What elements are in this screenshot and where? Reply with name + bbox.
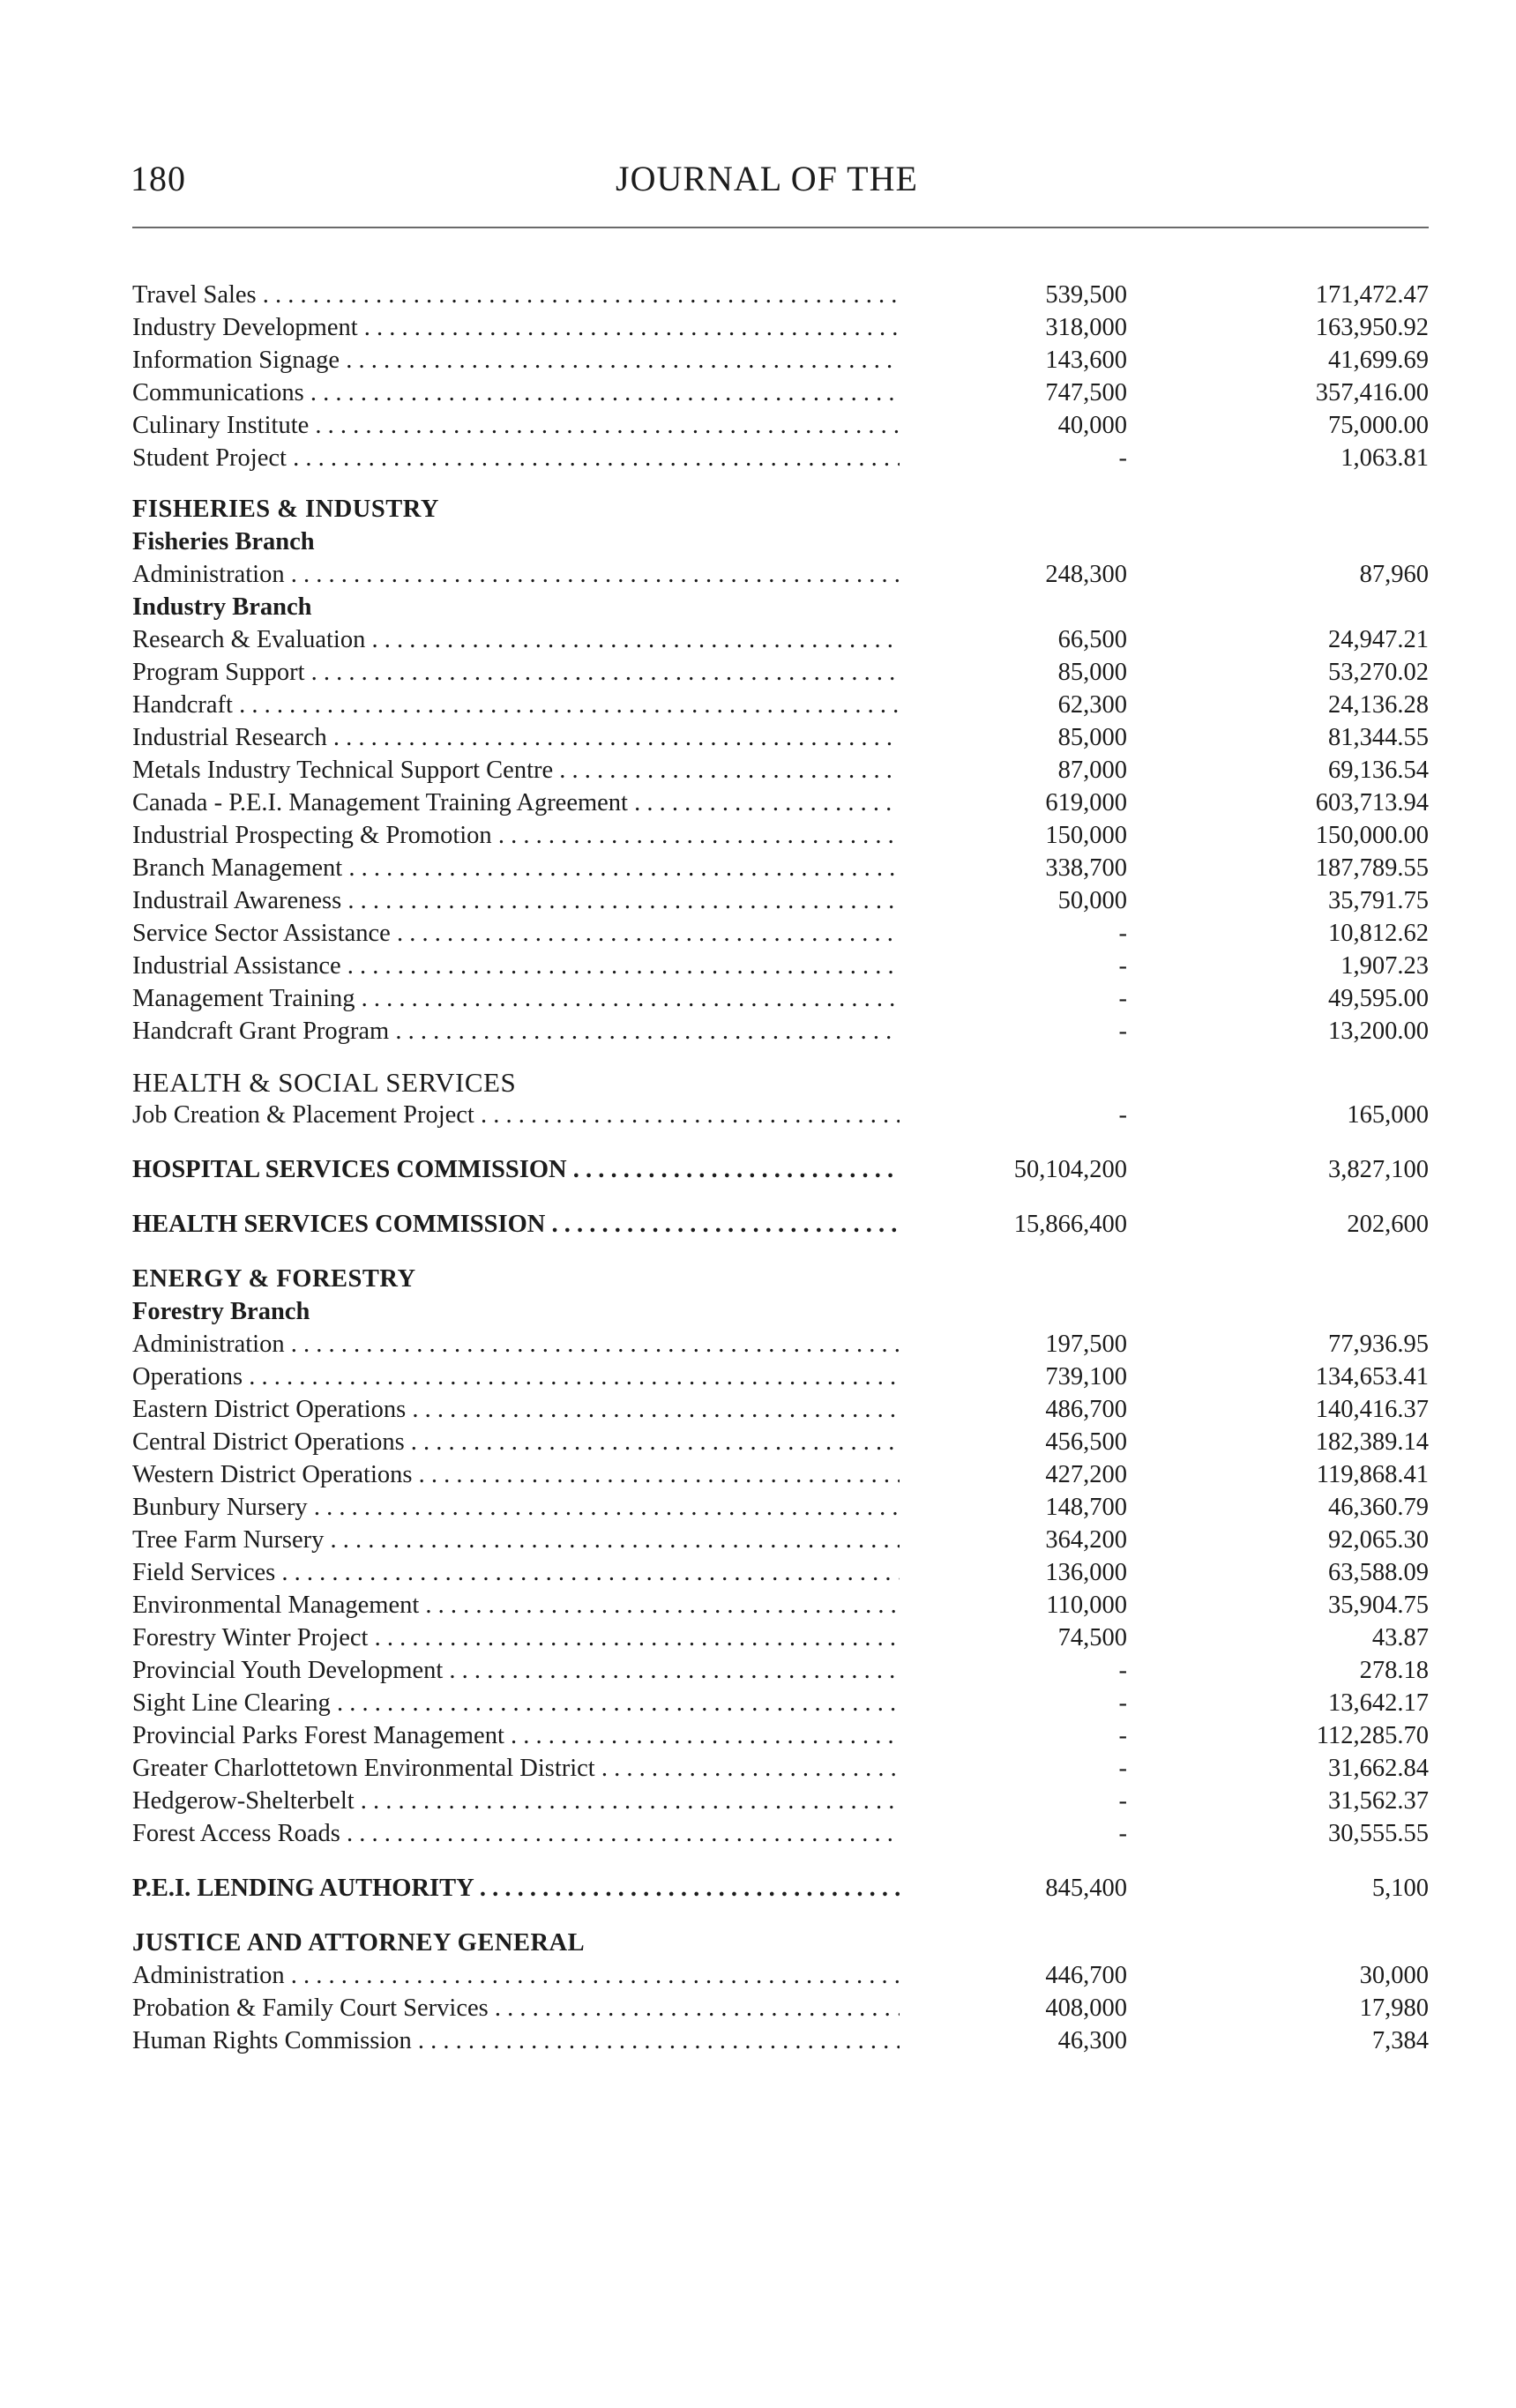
table-row (132, 950, 1429, 982)
table-row (132, 2024, 1429, 2057)
line-item-description: Forestry Winter Project . . . (132, 1621, 900, 1654)
amount-estimate: - (1118, 985, 1127, 1012)
line-item-description: Service Sector Assistance . . . (132, 917, 900, 950)
branch-title: Forestry Branch (132, 1298, 310, 1325)
branch-heading (132, 526, 1429, 558)
amount-estimate: - (1118, 1018, 1127, 1045)
amount-expended: 69,136.54 (1328, 757, 1429, 784)
amount-expended: 357,416.00 (1315, 379, 1429, 406)
amount-expended: 150,000.00 (1315, 822, 1429, 849)
amount-estimate: 150,000 (1045, 822, 1127, 849)
amount-expended: 35,904.75 (1328, 1592, 1429, 1619)
table-row (132, 884, 1429, 917)
line-item-description: Environmental Management . . . (132, 1589, 900, 1621)
amount-estimate: 486,700 (1045, 1396, 1127, 1423)
amount-expended: 31,562.37 (1328, 1787, 1429, 1815)
table-row (132, 1959, 1429, 1992)
amount-estimate: 248,300 (1045, 561, 1127, 588)
amount-expended: 35,791.75 (1328, 887, 1429, 914)
line-item-description: Management Training . . . (132, 982, 900, 1015)
header-rule (132, 227, 1429, 228)
amount-expended: 46,360.79 (1328, 1494, 1429, 1521)
line-item-description: Program Support . . . (132, 656, 900, 689)
amount-expended: 119,868.41 (1316, 1461, 1429, 1488)
running-title: JOURNAL OF THE (616, 159, 918, 198)
agency-total-row (132, 1153, 1429, 1186)
table-row (132, 819, 1429, 852)
spacer (132, 1047, 1429, 1066)
amount-estimate: 318,000 (1045, 314, 1127, 341)
table-row (132, 442, 1429, 474)
amount-estimate: - (1118, 1689, 1127, 1717)
amount-estimate: 74,500 (1057, 1624, 1127, 1651)
line-item-description: Information Signage . . . (132, 344, 900, 376)
line-item-description: Industry Development . . . (132, 311, 900, 344)
line-item-description: Metals Industry Technical Support Centre . . . (132, 754, 900, 787)
amount-estimate: - (1118, 1657, 1127, 1684)
amount-expended: 31,662.84 (1328, 1755, 1429, 1782)
table-row (132, 917, 1429, 950)
amount-estimate: - (1118, 1722, 1127, 1749)
amount-expended: 603,713.94 (1315, 789, 1429, 816)
table-row (132, 1817, 1429, 1850)
amount-estimate: 46,300 (1057, 2027, 1127, 2054)
line-item-description: Provincial Parks Forest Management . . . (132, 1719, 900, 1752)
table-row (132, 1426, 1429, 1458)
amount-expended: 163,950.92 (1315, 314, 1429, 341)
table-row (132, 1015, 1429, 1047)
amount-expended: 77,936.95 (1328, 1331, 1429, 1358)
table-row (132, 279, 1429, 311)
amount-expended: 92,065.30 (1328, 1526, 1429, 1554)
amount-expended: 41,699.69 (1328, 347, 1429, 374)
line-item-description: Greater Charlottetown Environmental District . . . (132, 1752, 900, 1785)
amount-estimate: 66,500 (1057, 626, 1127, 653)
amount-estimate: - (1118, 1755, 1127, 1782)
amount-expended: 165,000 (1347, 1101, 1429, 1129)
section-title: ENERGY & FORESTRY (132, 1265, 416, 1293)
table-row (132, 409, 1429, 442)
table-row (132, 721, 1429, 754)
spacer (132, 474, 1429, 493)
amount-estimate: - (1118, 952, 1127, 980)
amount-expended: 53,270.02 (1328, 659, 1429, 686)
line-item-description: Administration . . . (132, 1328, 900, 1361)
amount-expended: 10,812.62 (1328, 920, 1429, 947)
amount-expended: 75,000.00 (1328, 412, 1429, 439)
page-number: 180 (131, 159, 186, 198)
amount-estimate: 50,000 (1057, 887, 1127, 914)
amount-estimate: 85,000 (1057, 659, 1127, 686)
section-heading (132, 1066, 1429, 1099)
amount-expended: 1,063.81 (1341, 444, 1429, 472)
line-item-description: Human Rights Commission . . . (132, 2024, 900, 2057)
line-item-description: Administration . . . (132, 558, 900, 591)
section-heading (132, 1263, 1429, 1295)
line-item-description: Handcraft Grant Program . . . (132, 1015, 900, 1047)
table-row (132, 1328, 1429, 1361)
amount-estimate: 747,500 (1045, 379, 1127, 406)
amount-expended: 13,642.17 (1328, 1689, 1429, 1717)
amount-expended: 5,100 (1371, 1875, 1429, 1902)
amount-expended: 1,907.23 (1341, 952, 1429, 980)
line-item-description: Handcraft . . . (132, 689, 900, 721)
table-row (132, 1556, 1429, 1589)
table-row (132, 1458, 1429, 1491)
agency-total-row (132, 1208, 1429, 1241)
table-row (132, 623, 1429, 656)
branch-heading (132, 591, 1429, 623)
agency-total-row (132, 1872, 1429, 1905)
spacer (132, 1131, 1429, 1153)
amount-estimate: - (1118, 1787, 1127, 1815)
table-row (132, 1992, 1429, 2024)
amount-estimate: 40,000 (1057, 412, 1127, 439)
table-row (132, 1654, 1429, 1687)
table-row (132, 1524, 1429, 1556)
amount-estimate: 110,000 (1046, 1592, 1127, 1619)
amount-expended: 43.87 (1371, 1624, 1429, 1651)
line-item-description: Provincial Youth Development . . . (132, 1654, 900, 1687)
section-title: JUSTICE AND ATTORNEY GENERAL (132, 1929, 586, 1957)
table-row (132, 376, 1429, 409)
amount-expended: 24,136.28 (1328, 691, 1429, 719)
amount-estimate: 197,500 (1045, 1331, 1127, 1358)
line-item-description: Probation & Family Court Services . . . (132, 1992, 900, 2024)
table-row (132, 852, 1429, 884)
spacer (132, 1186, 1429, 1208)
page-header (131, 157, 1425, 201)
amount-expended: 140,416.37 (1315, 1396, 1429, 1423)
amount-expended: 87,960 (1359, 561, 1429, 588)
line-item-description: Research & Evaluation . . . (132, 623, 900, 656)
amount-expended: 13,200.00 (1328, 1018, 1429, 1045)
amount-estimate: 427,200 (1045, 1461, 1127, 1488)
section-title: HEALTH & SOCIAL SERVICES (132, 1067, 517, 1098)
amount-expended: 49,595.00 (1328, 985, 1429, 1012)
line-item-description: Field Services . . . (132, 1556, 900, 1589)
amount-expended: 278.18 (1359, 1657, 1429, 1684)
amount-estimate: 85,000 (1057, 724, 1127, 751)
section-heading (132, 493, 1429, 526)
amount-estimate: - (1118, 1820, 1127, 1847)
amount-expended: 112,285.70 (1316, 1722, 1429, 1749)
amount-estimate: 456,500 (1045, 1428, 1127, 1456)
amount-estimate: - (1118, 1101, 1127, 1129)
line-item-description: Bunbury Nursery . . . (132, 1491, 900, 1524)
amount-estimate: 539,500 (1045, 281, 1127, 309)
amount-estimate: 50,104,200 (1013, 1156, 1127, 1183)
line-item-description: Communications . . . (132, 376, 900, 409)
table-row (132, 1491, 1429, 1524)
amount-estimate: 408,000 (1045, 1994, 1127, 2022)
amount-estimate: - (1118, 444, 1127, 472)
spacer (132, 1850, 1429, 1872)
line-item-description: Eastern District Operations . . . (132, 1393, 900, 1426)
amount-estimate: 136,000 (1045, 1559, 1127, 1586)
table-row (132, 787, 1429, 819)
amount-estimate: 62,300 (1057, 691, 1127, 719)
table-row (132, 344, 1429, 376)
line-item-description: Western District Operations . . . (132, 1458, 900, 1491)
line-item-description: P.E.I. LENDING AUTHORITY . . . (132, 1872, 900, 1905)
line-item-description: Industrial Research . . . (132, 721, 900, 754)
amount-expended: 63,588.09 (1328, 1559, 1429, 1586)
table-row (132, 1785, 1429, 1817)
amount-estimate: 739,100 (1045, 1363, 1127, 1390)
line-item-description: Travel Sales . . . (132, 279, 900, 311)
amount-estimate: 845,400 (1045, 1875, 1127, 1902)
amount-estimate: 143,600 (1045, 347, 1127, 374)
amount-expended: 81,344.55 (1328, 724, 1429, 751)
table-row (132, 1589, 1429, 1621)
amount-expended: 187,789.55 (1315, 854, 1429, 882)
line-item-description: Canada - P.E.I. Management Training Agreement . . . (132, 787, 900, 819)
amount-estimate: 446,700 (1045, 1962, 1127, 1989)
branch-title: Industry Branch (132, 593, 312, 621)
spacer (132, 1905, 1429, 1927)
amount-estimate: 87,000 (1057, 757, 1127, 784)
table-row (132, 754, 1429, 787)
table-row (132, 656, 1429, 689)
line-item-description: Culinary Institute . . . (132, 409, 900, 442)
table-row (132, 1719, 1429, 1752)
table-row (132, 1361, 1429, 1393)
table-row (132, 1621, 1429, 1654)
line-item-description: Job Creation & Placement Project . . . (132, 1099, 900, 1131)
table-row (132, 689, 1429, 721)
line-item-description: Hedgerow-Shelterbelt . . . (132, 1785, 900, 1817)
amount-expended: 7,384 (1371, 2027, 1429, 2054)
line-item-description: Administration . . . (132, 1959, 900, 1992)
line-item-description: Student Project . . . (132, 442, 900, 474)
line-item-description: Sight Line Clearing . . . (132, 1687, 900, 1719)
line-item-description: HEALTH SERVICES COMMISSION . . . (132, 1208, 900, 1241)
line-item-description: Industrial Prospecting & Promotion . . . (132, 819, 900, 852)
amount-estimate: 619,000 (1045, 789, 1127, 816)
line-item-description: Branch Management . . . (132, 852, 900, 884)
amount-estimate: - (1118, 920, 1127, 947)
table-row (132, 1752, 1429, 1785)
line-item-description: Industrail Awareness . . . (132, 884, 900, 917)
amount-estimate: 338,700 (1045, 854, 1127, 882)
table-row (132, 1099, 1429, 1131)
amount-expended: 24,947.21 (1328, 626, 1429, 653)
table-row (132, 1393, 1429, 1426)
table-row (132, 558, 1429, 591)
table-row (132, 982, 1429, 1015)
line-item-description: HOSPITAL SERVICES COMMISSION . . . (132, 1153, 900, 1186)
amount-expended: 182,389.14 (1315, 1428, 1429, 1456)
amount-expended: 134,653.41 (1315, 1363, 1429, 1390)
line-item-description: Forest Access Roads . . . (132, 1817, 900, 1850)
amount-expended: 17,980 (1359, 1994, 1429, 2022)
section-title: FISHERIES & INDUSTRY (132, 496, 439, 523)
amount-expended: 30,555.55 (1328, 1820, 1429, 1847)
amount-estimate: 148,700 (1045, 1494, 1127, 1521)
amount-expended: 30,000 (1359, 1962, 1429, 1989)
line-item-description: Operations . . . (132, 1361, 900, 1393)
amount-expended: 171,472.47 (1315, 281, 1429, 309)
amount-estimate: 364,200 (1045, 1526, 1127, 1554)
amount-estimate: 15,866,400 (1013, 1211, 1127, 1238)
branch-heading (132, 1295, 1429, 1328)
amount-expended: 3,827,100 (1328, 1156, 1429, 1183)
table-row (132, 1687, 1429, 1719)
amount-expended: 202,600 (1347, 1211, 1429, 1238)
line-item-description: Industrial Assistance . . . (132, 950, 900, 982)
table-row (132, 311, 1429, 344)
appropriations-table (132, 279, 1429, 2057)
spacer (132, 1241, 1429, 1263)
section-heading (132, 1927, 1429, 1959)
branch-title: Fisheries Branch (132, 528, 315, 555)
line-item-description: Tree Farm Nursery . . . (132, 1524, 900, 1556)
line-item-description: Central District Operations . . . (132, 1426, 900, 1458)
